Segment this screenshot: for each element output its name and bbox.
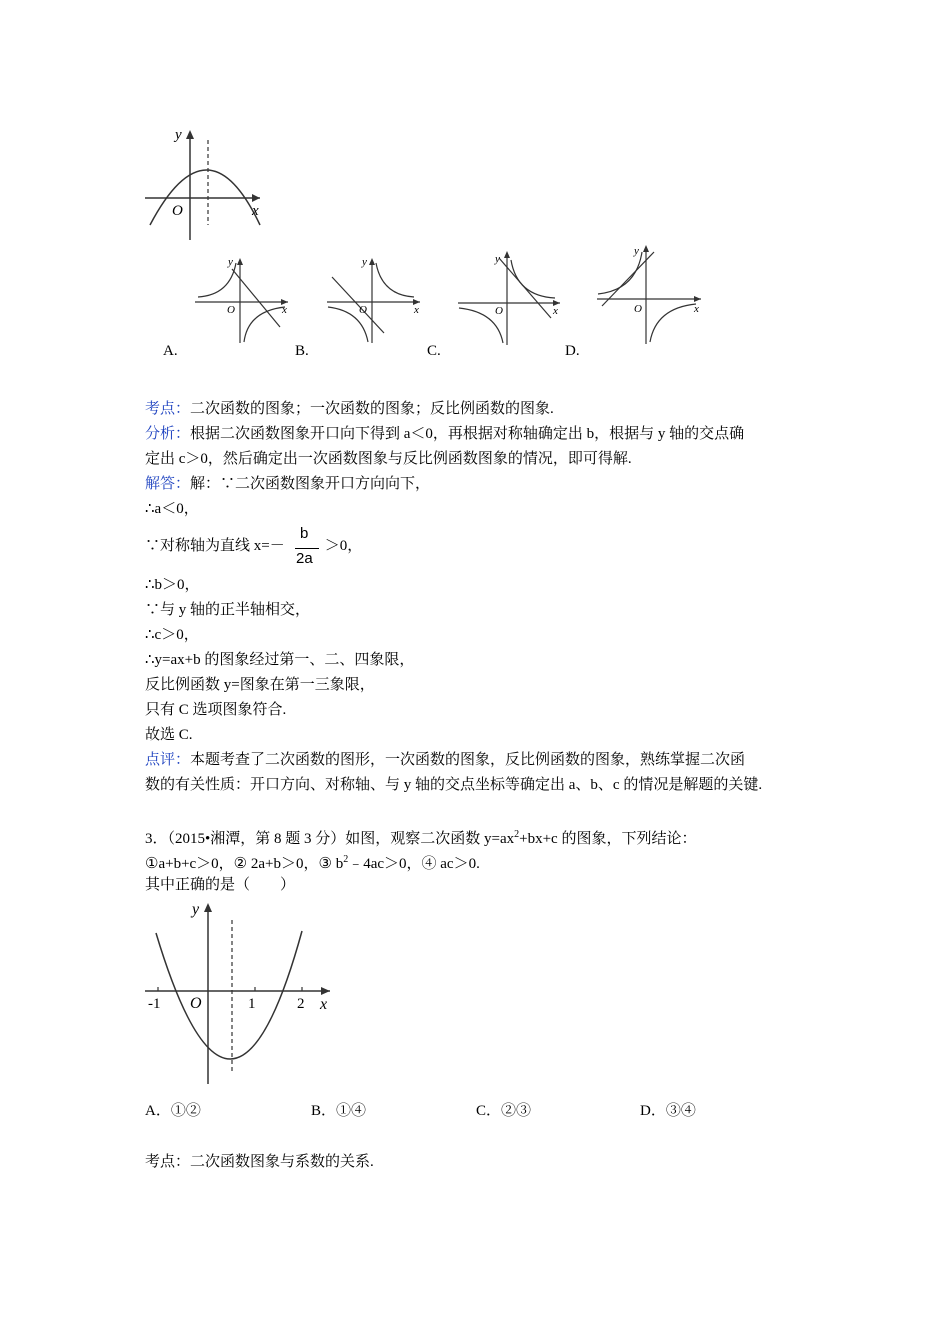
q3-option-d[interactable]: D．③④: [640, 1103, 696, 1119]
q3-y-label: y: [192, 901, 200, 918]
svg-text:x: x: [282, 304, 287, 316]
step-4: ∵与 y 轴的正半轴相交，: [145, 602, 311, 618]
step-7: 反比例函数 y=图象在第一三象限，: [145, 677, 375, 693]
fraction-bar: [295, 548, 319, 549]
fenxi-label: 分析：: [145, 426, 191, 442]
svg-text:y: y: [634, 245, 639, 257]
q3-kaodian: 考点：二次函数图象与系数的关系.: [145, 1154, 374, 1170]
fenxi-line-1: 分析：根据二次函数图象开口向下得到 a＜0，再根据对称轴确定出 b，根据与 y 轴的交点确: [145, 426, 745, 442]
dianping-label: 点评：: [145, 752, 191, 768]
svg-text:y: y: [495, 253, 500, 265]
q2-option-d-graph: [594, 242, 706, 347]
tick-2: 2: [297, 996, 305, 1012]
y-axis-label: y: [175, 127, 182, 143]
q3-origin-label: O: [190, 995, 202, 1012]
q2-option-b[interactable]: B.: [295, 343, 309, 359]
jieda-line: 解答：解：∵二次函数图象开口方向向下，: [145, 476, 431, 492]
origin-label: O: [172, 203, 183, 219]
step-5: ∴c＞0，: [145, 627, 199, 643]
q2-option-a-graph: [190, 255, 295, 347]
step-8: 只有 C 选项图象符合.: [145, 702, 287, 718]
svg-text:y: y: [362, 256, 367, 268]
svg-text:y: y: [228, 256, 233, 268]
q3-parabola-graph: [140, 898, 340, 1088]
q2-option-a[interactable]: A.: [163, 343, 178, 359]
q2-option-d[interactable]: D.: [565, 343, 580, 359]
q3-line-3: 其中正确的是（ ）: [145, 877, 296, 893]
svg-text:x: x: [553, 305, 558, 317]
q3-option-b[interactable]: B．①④: [311, 1103, 367, 1119]
svg-text:x: x: [414, 304, 419, 316]
q3-x-label: x: [320, 996, 328, 1013]
step-2: ∵对称轴为直线 x=－ ＞0，: [145, 538, 363, 554]
svg-text:x: x: [694, 303, 699, 315]
q2-option-b-graph: [322, 255, 427, 347]
dianping-line-2: 数的有关性质：开口方向、对称轴、与 y 轴的交点坐标等确定出 a、b、c 的情况是解题的关键.: [145, 777, 763, 793]
svg-text:O: O: [227, 304, 235, 316]
tick-1: 1: [248, 996, 256, 1012]
step-9: 故选 C.: [145, 727, 193, 743]
q3-line-2: ①a+b+c＞0，② 2a+b＞0，③ $b^2﹣4ac>0$，④ ac＞0.: [145, 854, 480, 872]
step-3: ∴b＞0，: [145, 577, 200, 593]
q3-option-a[interactable]: A．①②: [145, 1103, 201, 1119]
fraction-numerator: b: [300, 525, 309, 542]
svg-text:O: O: [359, 304, 367, 316]
q3-line-1: 3．（2015•湘潭，第 8 题 3 分）如图，观察二次函数 $y=ax^2+bx+c$ 的图象，下列结论：: [145, 829, 697, 847]
dianping-line-1: 点评：本题考查了二次函数的图形，一次函数的图象，反比例函数的图象，熟练掌握二次函: [145, 752, 746, 768]
svg-text:O: O: [634, 303, 642, 315]
tick-minus-1: -1: [148, 996, 161, 1012]
q2-option-c[interactable]: C.: [427, 343, 441, 359]
step-1: ∴a＜0，: [145, 501, 199, 517]
q2-option-c-graph: [455, 248, 565, 348]
x-axis-label: x: [252, 203, 259, 219]
fenxi-line-2: 定出 c＞0，然后确定出一次函数图象与反比例函数图象的情况，即可得解.: [145, 451, 632, 467]
kaodian-label: 考点：: [145, 401, 191, 417]
q3-option-c[interactable]: C．②③: [476, 1103, 532, 1119]
kaodian-line: 考点：二次函数的图象；一次函数的图象；反比例函数的图象.: [145, 401, 554, 417]
svg-text:O: O: [495, 305, 503, 317]
fraction-denominator: 2a: [296, 550, 313, 567]
step-6: ∴y=ax+b 的图象经过第一、二、四象限，: [145, 652, 415, 668]
q2-main-graph: [140, 125, 270, 245]
jieda-label: 解答：: [145, 476, 191, 492]
